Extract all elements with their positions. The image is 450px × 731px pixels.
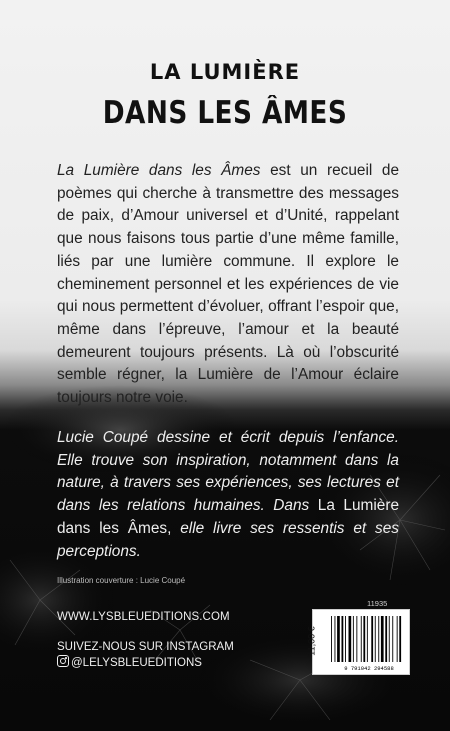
author-bio-book-title: La Lumière dans les Âmes, [57, 497, 400, 537]
product-code: 11935 [367, 599, 388, 608]
isbn-digits: 9 791042 294588 [344, 665, 394, 672]
barcode-bar [385, 616, 387, 662]
barcode-bar [399, 616, 401, 662]
price-label: 11,00 € [306, 626, 317, 656]
barcode-bar [392, 616, 393, 662]
barcode-bar [345, 616, 346, 662]
title-line-2: DANS LES ÂMES [102, 95, 348, 131]
title-line-1: LA LUMIÈRE [149, 60, 301, 84]
barcode-bar [367, 616, 368, 662]
illustration-credit: Illustration couverture : Lucie Coupé [57, 576, 186, 585]
publisher-website[interactable]: WWW.LYSBLEUEDITIONS.COM [57, 611, 230, 623]
author-bio-part2: elle livre ses ressentis et ses perceptions. [57, 519, 399, 560]
barcode-bar [335, 616, 336, 662]
barcode-bar [356, 616, 357, 662]
barcode-box [306, 609, 410, 675]
synopsis-book-title: La Lumière dans les Âmes [57, 162, 261, 179]
synopsis-paragraph [57, 160, 399, 410]
author-bio-part1: Lucie Coupé dessine et écrit depuis l’enfance. Elle trouve son inspiration, notamment dans la nature, à travers ses expériences, ses lectures et dans les relations humaines. Dans [57, 429, 399, 515]
barcode-bar [371, 616, 373, 662]
barcode-bar [381, 616, 384, 662]
barcode-bar [349, 616, 352, 662]
barcode-bar [337, 616, 340, 662]
barcode-bar [378, 616, 379, 662]
instagram-handle: @LELYSBLEUEDITIONS [71, 657, 202, 669]
barcode-bar [353, 616, 354, 662]
barcode-bar [397, 616, 398, 662]
barcode-bar [389, 616, 390, 662]
barcode-bar [342, 616, 344, 662]
synopsis-text: est un recueil de poèmes qui cherche à transmettre des messages de paix, d’Amour universel et d’Unité, rappelant que nous faisons tous partie d’une même famille, liés par une lumière commune. Il explore le cheminement personnel et les expériences de vie qui nous permettent d’évoluer, offrant l’espoir que, même dans l’épreuve, l’amour et la beauté demeurent toujours présents. Là où l’obscurité semble régner, la Lumière de l’Amour éclaire toujours notre voie. [57, 162, 400, 407]
barcode-bar [363, 616, 365, 662]
instagram-handle-row[interactable] [57, 655, 202, 669]
instagram-follow-text: SUIVEZ-NOUS SUR INSTAGRAM [57, 641, 234, 653]
barcode-icon [313, 610, 409, 674]
barcode-bar [375, 616, 376, 662]
barcode-bar [331, 616, 332, 662]
instagram-icon [57, 655, 69, 667]
author-bio-paragraph [57, 427, 399, 563]
barcode-bar [361, 616, 362, 662]
